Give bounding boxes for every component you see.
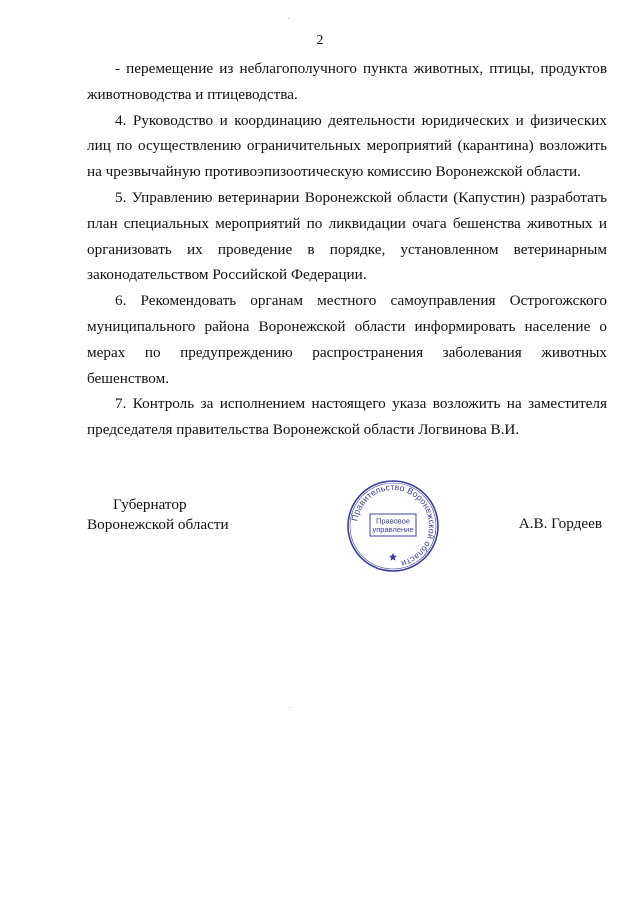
signature-block [87,481,607,585]
paragraph-4: 4. Руководство и координацию деятельности юридических и физических лиц по осуществлению ограничительных мероприятий (карантина) возложить на чрезвычайную противоэпизоотическую комиссию Воронежской области. [87,111,607,181]
signatory-name: А.В. Гордеев [518,515,602,532]
seal-center-line1: Правовое [375,516,411,526]
paragraph-5: 5. Управлению ветеринарии Воронежской области (Капустин) разработать план специальных мероприятий по ликвидации очага бешенства животных и организовать их проведение в порядке, установленном ветеринарным законодательством Российской Федерации. [87,188,607,284]
seal-ring-text: Правительство Воронежской области [349,481,438,569]
paragraph-continuation: - перемещение из неблагополучного пункта животных, птицы, продуктов животноводства и птицеводства. [87,60,607,103]
signatory-title-line2: Воронежской области [87,516,229,533]
document-body [87,56,607,443]
paragraph-7: 7. Контроль за исполнением настоящего указа возложить на заместителя председателя правительства Воронежской области Логвинова В.И. [87,395,607,439]
signatory-title-line1: Губернатор [113,496,187,513]
paragraph-6: 6. Рекомендовать органам местного самоуправления Острогожского муниципального района Воронежской области информировать население о мерах по предупреждению распространения заболевания животных бешенством. [87,292,607,387]
seal-stamp-icon [345,478,441,574]
seal-center-line2: управление [372,525,414,534]
scan-speck [289,707,290,708]
scan-speck [288,18,289,19]
page-number: 2 [316,33,324,48]
official-seal [345,478,441,574]
signatory-title [87,495,229,535]
seal-star-icon [389,553,397,561]
